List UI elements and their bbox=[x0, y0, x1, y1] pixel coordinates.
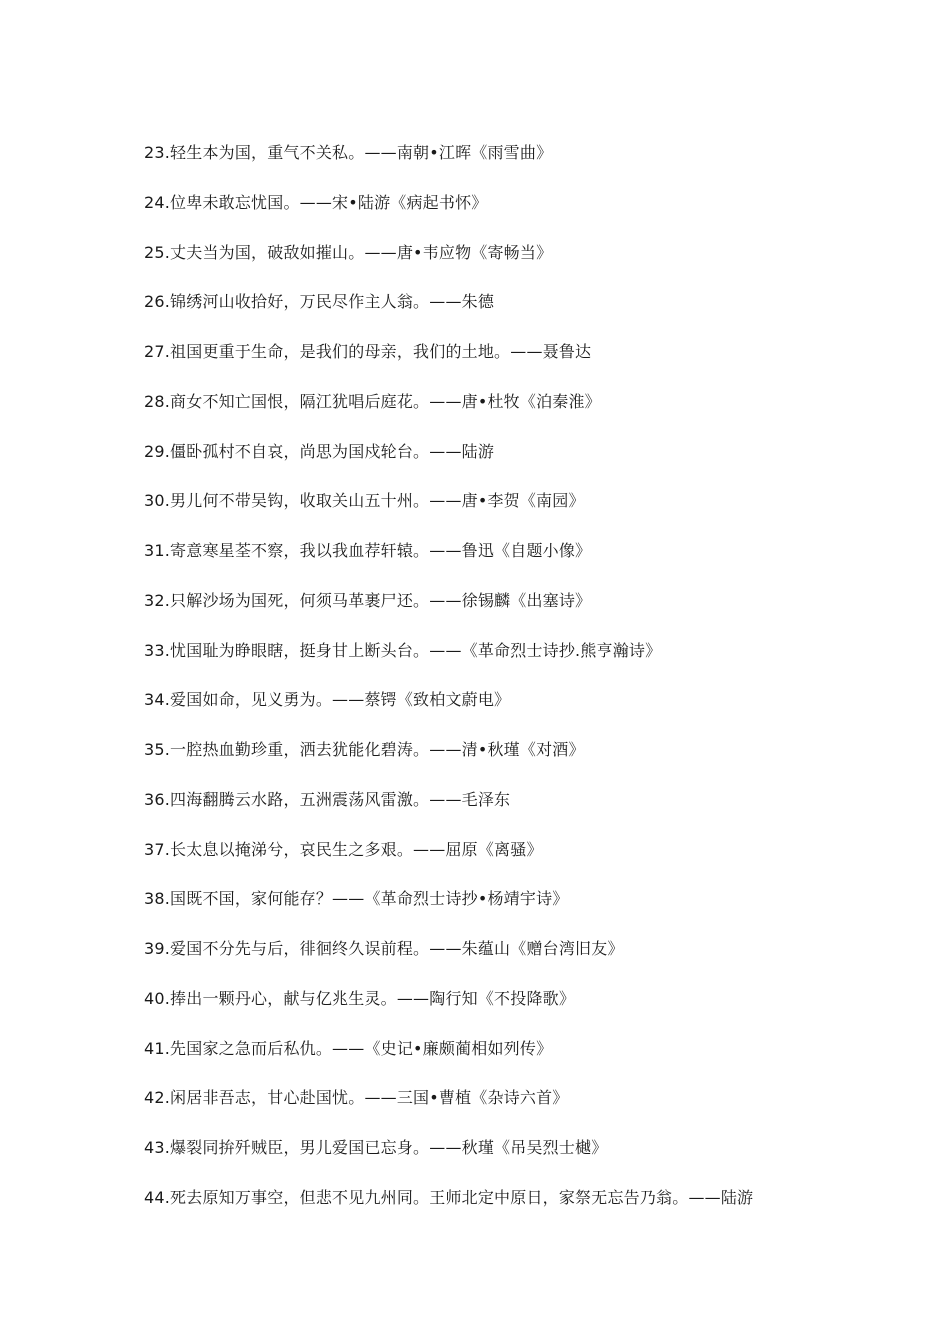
quote-line: 42.闲居非吾志，甘心赴国忧。——三国•曹植《杂诗六首》 bbox=[144, 1088, 569, 1108]
quote-line: 27.祖国更重于生命，是我们的母亲，我们的土地。——聂鲁达 bbox=[144, 342, 592, 361]
quote-line: 30.男儿何不带吴钩，收取关山五十州。——唐•李贺《南园》 bbox=[144, 491, 585, 511]
quote-line: 24.位卑未敢忘忧国。——宋•陆游《病起书怀》 bbox=[144, 192, 488, 212]
quote-list bbox=[144, 140, 934, 1235]
quote-line: 34.爱国如命，见义勇为。——蔡锷《致柏文蔚电》 bbox=[144, 690, 511, 710]
quote-line: 43.爆裂同拚歼贼臣，男儿爱国已忘身。——秋瑾《吊吴烈士樾》 bbox=[144, 1138, 608, 1157]
quote-line: 40.捧出一颗丹心，献与亿兆生灵。——陶行知《不投降歌》 bbox=[144, 988, 576, 1008]
quote-line: 44.死去原知万事空，但悲不见九州同。王师北定中原日，家祭无忘告乃翁。——陆游 bbox=[144, 1187, 754, 1207]
quote-line: 28.商女不知亡国恨，隔江犹唱后庭花。——唐•杜牧《泊秦淮》 bbox=[144, 391, 601, 411]
quote-line: 33.忧国耻为睁眼瞎，挺身甘上断头台。——《革命烈士诗抄.熊亨瀚诗》 bbox=[144, 640, 662, 660]
quote-line: 26.锦绣河山收拾好，万民尽作主人翁。——朱德 bbox=[144, 292, 495, 312]
quote-line: 31.寄意寒星荃不察，我以我血荐轩辕。——鲁迅《自题小像》 bbox=[144, 541, 592, 560]
quote-line: 41.先国家之急而后私仇。——《史记•廉颇蔺相如列传》 bbox=[144, 1038, 553, 1058]
quote-line: 35.一腔热血勤珍重，洒去犹能化碧涛。——清•秋瑾《对酒》 bbox=[144, 740, 585, 759]
quote-line: 39.爱国不分先与后，徘徊终久误前程。——朱蕴山《赠台湾旧友》 bbox=[144, 939, 624, 958]
quote-line: 38.国既不国，家何能存？——《革命烈士诗抄•杨靖宇诗》 bbox=[144, 889, 569, 909]
quote-line: 25.丈夫当为国，破敌如摧山。——唐•韦应物《寄畅当》 bbox=[144, 242, 553, 262]
quote-line: 37.长太息以掩涕兮，哀民生之多艰。——屈原《离骚》 bbox=[144, 839, 543, 859]
quote-line: 36.四海翻腾云水路，五洲震荡风雷激。——毛泽东 bbox=[144, 789, 511, 809]
quote-line: 32.只解沙场为国死，何须马革裹尸还。——徐锡麟《出塞诗》 bbox=[144, 590, 592, 610]
quote-line: 23.轻生本为国，重气不关私。——南朝•江晖《雨雪曲》 bbox=[144, 143, 553, 162]
quote-line: 29.僵卧孤村不自哀，尚思为国戍轮台。——陆游 bbox=[144, 441, 495, 461]
